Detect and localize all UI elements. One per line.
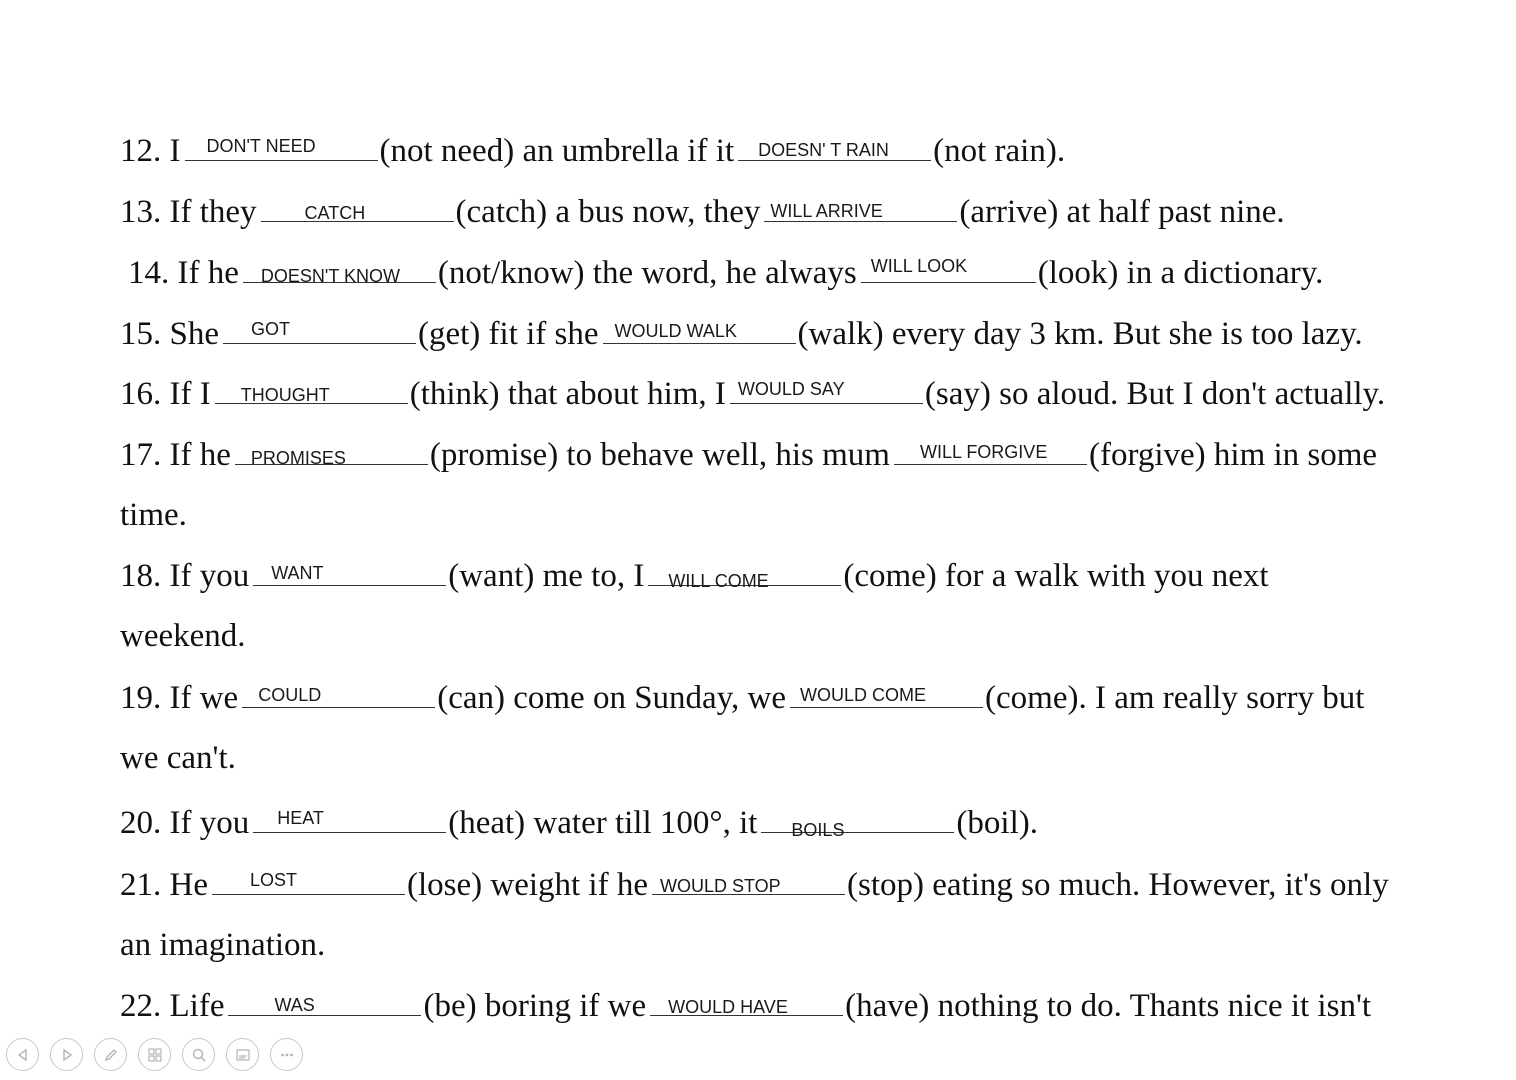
exercise-text: 17. If he: [120, 437, 231, 473]
exercise-text: 16. If I: [120, 376, 211, 412]
answer-blank: [738, 130, 931, 161]
answer-blank: [861, 252, 1036, 283]
answer-text: COULD: [258, 685, 322, 705]
exercise-text: (boil).: [956, 805, 1038, 841]
answer-text: WANT: [271, 563, 324, 583]
answer-blank: [185, 130, 378, 161]
answer-text: CATCH: [304, 203, 366, 223]
exercise-text: 14. If he: [128, 255, 239, 291]
more-options-icon: [279, 1047, 295, 1063]
answer-blank: [243, 252, 436, 286]
answer-blank: [764, 191, 957, 222]
exercise-text: (get) fit if she: [418, 316, 599, 352]
exercise-text: 19. If we: [120, 680, 239, 716]
answer-blank: [215, 373, 408, 404]
answer-blank: [761, 802, 954, 840]
exercise-text: 18. If you: [120, 558, 250, 594]
see-all-slides-icon: [147, 1047, 163, 1063]
answer-blank: [253, 802, 446, 833]
exercise-text: (heat) water till 100°, it: [448, 805, 758, 841]
answer-text: DOESN'T KNOW: [260, 266, 401, 286]
answer-blank: [650, 985, 843, 1016]
answer-text: WOULD HAVE: [668, 997, 788, 1017]
answer-text: BOILS: [791, 820, 845, 840]
zoom-icon: [191, 1047, 207, 1063]
answer-blank: [894, 434, 1087, 465]
answer-text: WOULD STOP: [660, 876, 781, 896]
exercise-15: [120, 313, 1363, 353]
answer-text: GOT: [251, 319, 290, 339]
answer-text: WILL LOOK: [870, 256, 968, 276]
exercise-text: (be) boring if we: [423, 988, 647, 1024]
answer-blank: [648, 555, 841, 591]
answer-text: WILL FORGIVE: [919, 442, 1048, 462]
answer-blank: [228, 985, 421, 1016]
answer-text: WOULD SAY: [737, 379, 845, 399]
answer-blank: [253, 555, 446, 586]
exercise-text: 20. If you: [120, 805, 250, 841]
answer-blank: [790, 677, 983, 708]
answer-blank: [235, 434, 428, 468]
answer-blank: [261, 191, 454, 222]
exercise-20: [120, 802, 1038, 842]
exercise-text: (look) in a dictionary.: [1037, 255, 1324, 291]
answer-blank: [242, 677, 435, 708]
more-options-button[interactable]: [270, 1038, 303, 1071]
exercise-19: [120, 677, 1364, 717]
exercise-text: (promise) to behave well, his mum: [429, 437, 890, 473]
exercise-text: 13. If they: [120, 194, 257, 230]
exercise-22: [120, 985, 1371, 1025]
exercise-text: (come) for a walk with you next: [843, 558, 1269, 594]
answer-text: WAS: [274, 995, 315, 1015]
exercise-text: time.: [120, 497, 187, 533]
exercise-14: [128, 252, 1323, 292]
exercise-18-continuation: [120, 616, 246, 656]
see-all-slides-button[interactable]: [138, 1038, 171, 1071]
exercise-text: (think) that about him, I: [409, 376, 726, 412]
exercise-text: (not rain).: [933, 133, 1066, 169]
slideshow-toolbar: [6, 1038, 303, 1074]
answer-text: WOULD COME: [800, 685, 927, 705]
exercise-text: (come). I am really sorry but: [985, 680, 1365, 716]
exercise-text: 12. I: [120, 133, 181, 169]
exercise-text: (forgive) him in some: [1088, 437, 1378, 473]
answer-text: WILL ARRIVE: [770, 201, 883, 221]
exercise-text: (stop) eating so much. However, it's only: [847, 867, 1389, 903]
answer-text: DON'T NEED: [206, 136, 316, 156]
exercise-text: we can't.: [120, 740, 236, 776]
exercise-text: 21. He: [120, 867, 208, 903]
answer-text: WILL COME: [668, 571, 769, 591]
answer-text: LOST: [249, 870, 297, 890]
previous-slide-icon: [16, 1048, 30, 1062]
exercise-text: (say) so aloud. But I don't actually.: [924, 376, 1386, 412]
exercise-19-continuation: [120, 738, 236, 778]
answer-text: THOUGHT: [240, 385, 330, 405]
answer-text: WOULD WALK: [614, 321, 737, 341]
exercise-17: [120, 434, 1377, 474]
exercise-text: weekend.: [120, 618, 246, 654]
exercise-text: 22. Life: [120, 988, 225, 1024]
exercise-18: [120, 555, 1269, 595]
exercise-text: (arrive) at half past nine.: [959, 194, 1285, 230]
exercise-text: (walk) every day 3 km. But she is too lazy.: [797, 316, 1363, 352]
exercise-text: (have) nothing to do. Thants nice it isn't: [845, 988, 1372, 1024]
answer-blank: [603, 313, 796, 344]
answer-text: DOESN' T RAIN: [758, 140, 889, 160]
exercise-16: [120, 373, 1385, 413]
subtitles-icon: [235, 1047, 251, 1063]
answer-blank: [212, 864, 405, 895]
zoom-button[interactable]: [182, 1038, 215, 1071]
exercise-text: an imagination.: [120, 927, 326, 963]
next-slide-icon: [60, 1048, 74, 1062]
answer-blank: [730, 373, 923, 404]
exercise-12: [120, 130, 1065, 170]
answer-text: HEAT: [277, 808, 324, 828]
exercise-17-continuation: [120, 495, 187, 535]
exercise-text: (not/know) the word, he always: [437, 255, 857, 291]
exercise-21: [120, 864, 1389, 904]
answer-blank: [652, 864, 845, 895]
next-slide-button[interactable]: [50, 1038, 83, 1071]
exercise-text: (can) come on Sunday, we: [437, 680, 787, 716]
answer-blank: [223, 313, 416, 344]
pen-button[interactable]: [94, 1038, 127, 1071]
answer-text: PROMISES: [250, 448, 346, 468]
exercise-text: (lose) weight if he: [406, 867, 648, 903]
subtitles-button[interactable]: [226, 1038, 259, 1071]
exercise-13: [120, 191, 1285, 231]
exercise-text: 15. She: [120, 316, 219, 352]
pen-icon: [103, 1047, 119, 1063]
exercise-text: (catch) a bus now, they: [455, 194, 761, 230]
exercise-21-continuation: [120, 925, 325, 965]
previous-slide-button[interactable]: [6, 1038, 39, 1071]
exercise-text: (want) me to, I: [448, 558, 645, 594]
exercise-text: (not need) an umbrella if it: [379, 133, 735, 169]
